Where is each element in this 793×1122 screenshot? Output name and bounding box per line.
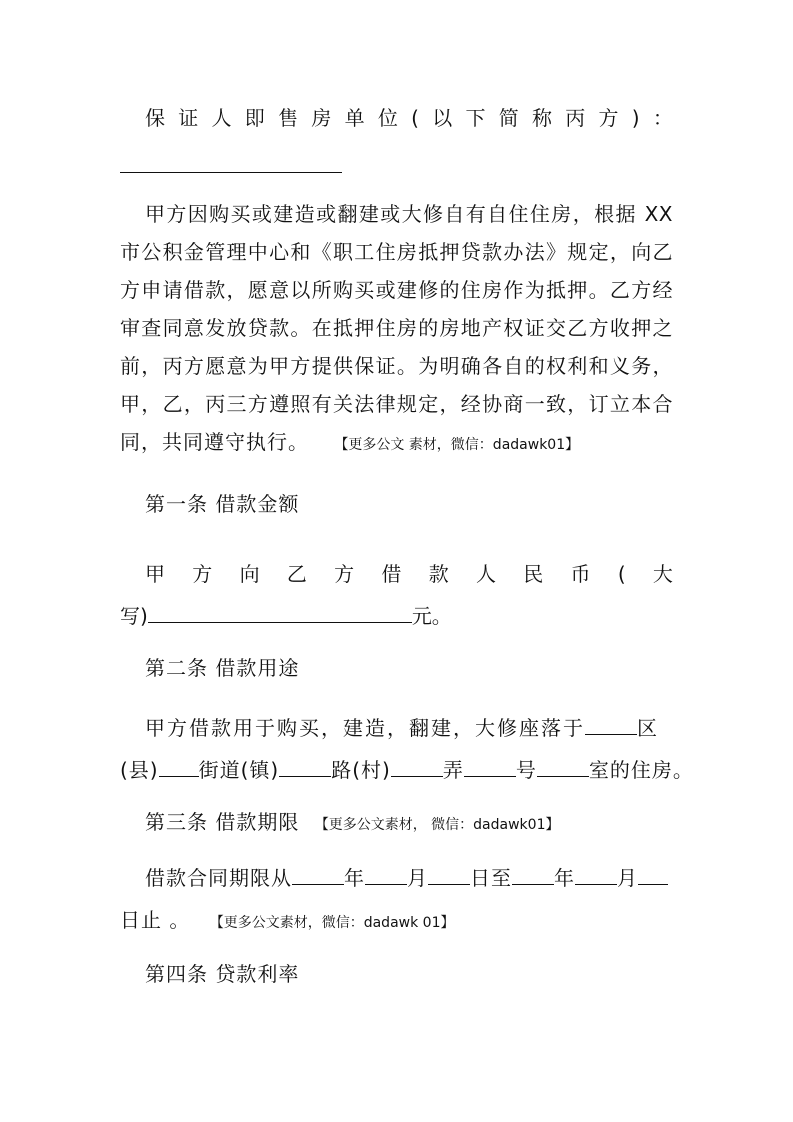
start-year-blank[interactable]: [292, 864, 344, 885]
article-3-end-line: [120, 908, 673, 935]
guarantor-char: 证: [178, 106, 199, 130]
county-blank[interactable]: [159, 756, 199, 777]
guarantor-line: [145, 106, 673, 130]
start-month-blank[interactable]: [365, 864, 407, 885]
guarantor-char: 房: [311, 106, 332, 130]
article-1-amount-line: [120, 602, 673, 628]
article-2-line: [145, 714, 673, 740]
street-label: 街道(镇): [198, 758, 280, 782]
article-3-title: 第三条 借款期限: [145, 810, 300, 834]
article-1-char: 人: [475, 562, 496, 586]
article-1-char: 方: [192, 562, 213, 586]
article-1-char: 甲: [145, 562, 165, 586]
article-1-suffix: 元。: [411, 604, 452, 628]
article-1-char: 民: [523, 562, 544, 586]
wechat-note: 【更多公文 素材，微信：dadawk01】: [334, 437, 580, 453]
intro-line: 甲，乙，丙三方遵照有关法律规定，经协商一致，订立本合: [120, 392, 673, 416]
guarantor-char: ): [631, 106, 640, 130]
street-blank[interactable]: [279, 756, 331, 777]
article-1-line: [145, 562, 673, 586]
room-label: 室的住房。: [588, 758, 694, 782]
article-2-prefix: 甲方借款用于购买，建造，翻建，大修座落于: [145, 716, 585, 740]
article-1-char: 乙: [286, 562, 307, 586]
guarantor-char: 简: [498, 106, 519, 130]
road-label: 路(村): [331, 758, 391, 782]
article-1-title: 第一条 借款金额: [145, 492, 300, 516]
article-1-char: 向: [239, 562, 260, 586]
article-3-term-line: [145, 864, 673, 890]
wechat-note: 【更多公文素材，微信：dadawk 01】: [209, 915, 455, 931]
start-year-label: 年: [344, 866, 365, 890]
intro-line: 审查同意发放贷款。在抵押住房的房地产权证交乙方收押之: [120, 316, 673, 340]
term-prefix: 借款合同期限从: [145, 866, 292, 890]
intro-line: 市公积金管理中心和《职工住房抵押贷款办法》规定，向乙: [120, 240, 673, 264]
article-2-suffix: 区: [637, 716, 659, 740]
start-month-label: 月: [407, 866, 428, 890]
article-1-char: 币: [570, 562, 591, 586]
guarantor-char: 以: [432, 106, 453, 130]
end-day-blank[interactable]: [638, 864, 668, 885]
guarantor-char: 丙: [565, 106, 586, 130]
term-end-text: 日止 。: [120, 908, 191, 932]
guarantor-char: 单: [344, 106, 365, 130]
guarantor-char: ：: [652, 106, 673, 130]
article-1-char: 方: [334, 562, 355, 586]
intro-last-line: [120, 430, 673, 457]
end-month-label: 月: [617, 866, 638, 890]
guarantor-char: 保: [145, 106, 165, 130]
guarantor-char: 售: [278, 106, 299, 130]
lane-label: 弄: [442, 758, 464, 782]
guarantor-blank-line: [120, 152, 673, 178]
loan-amount-blank[interactable]: [148, 602, 412, 623]
intro-line: 甲方因购买或建造或翻建或大修自有自住住房，根据 XX: [145, 202, 673, 226]
number-blank[interactable]: [537, 756, 589, 777]
guarantor-char: 人: [211, 106, 232, 130]
intro-line: 前，丙方愿意为甲方提供保证。为明确各自的权利和义务，: [120, 354, 673, 378]
end-year-label: 年: [554, 866, 575, 890]
number-label: 号: [515, 758, 537, 782]
guarantor-char: 即: [244, 106, 265, 130]
road-blank[interactable]: [391, 756, 443, 777]
article-2-title: 第二条 借款用途: [145, 656, 300, 680]
guarantor-char: 称: [532, 106, 552, 130]
guarantor-char: 下: [465, 106, 486, 130]
county-label: (县): [120, 758, 159, 782]
guarantor-blank[interactable]: [120, 152, 342, 173]
guarantor-char: 位: [377, 106, 398, 130]
article-1-prefix: 写): [120, 604, 148, 628]
article-2-address-line: [120, 756, 700, 782]
end-month-blank[interactable]: [575, 864, 617, 885]
end-year-blank[interactable]: [512, 864, 554, 885]
intro-line: 方申请借款，愿意以所购买或建修的住房作为抵押。乙方经: [120, 278, 673, 302]
district-blank[interactable]: [585, 714, 637, 735]
article-3-title-line: [145, 810, 673, 837]
wechat-note: 【更多公文素材， 微信：dadawk01】: [314, 817, 560, 833]
guarantor-char: 方: [598, 106, 619, 130]
lane-blank[interactable]: [464, 756, 516, 777]
intro-last-text: 同，共同遵守执行。: [120, 430, 309, 454]
day-to-label: 日至: [470, 866, 512, 890]
article-4-title: 第四条 贷款利率: [145, 962, 300, 986]
article-1-char: 借: [381, 562, 402, 586]
article-1-char: 款: [428, 562, 449, 586]
article-1-char: (: [617, 562, 626, 586]
guarantor-char: (: [411, 106, 419, 130]
start-day-blank[interactable]: [428, 864, 470, 885]
article-1-char: 大: [652, 562, 673, 586]
